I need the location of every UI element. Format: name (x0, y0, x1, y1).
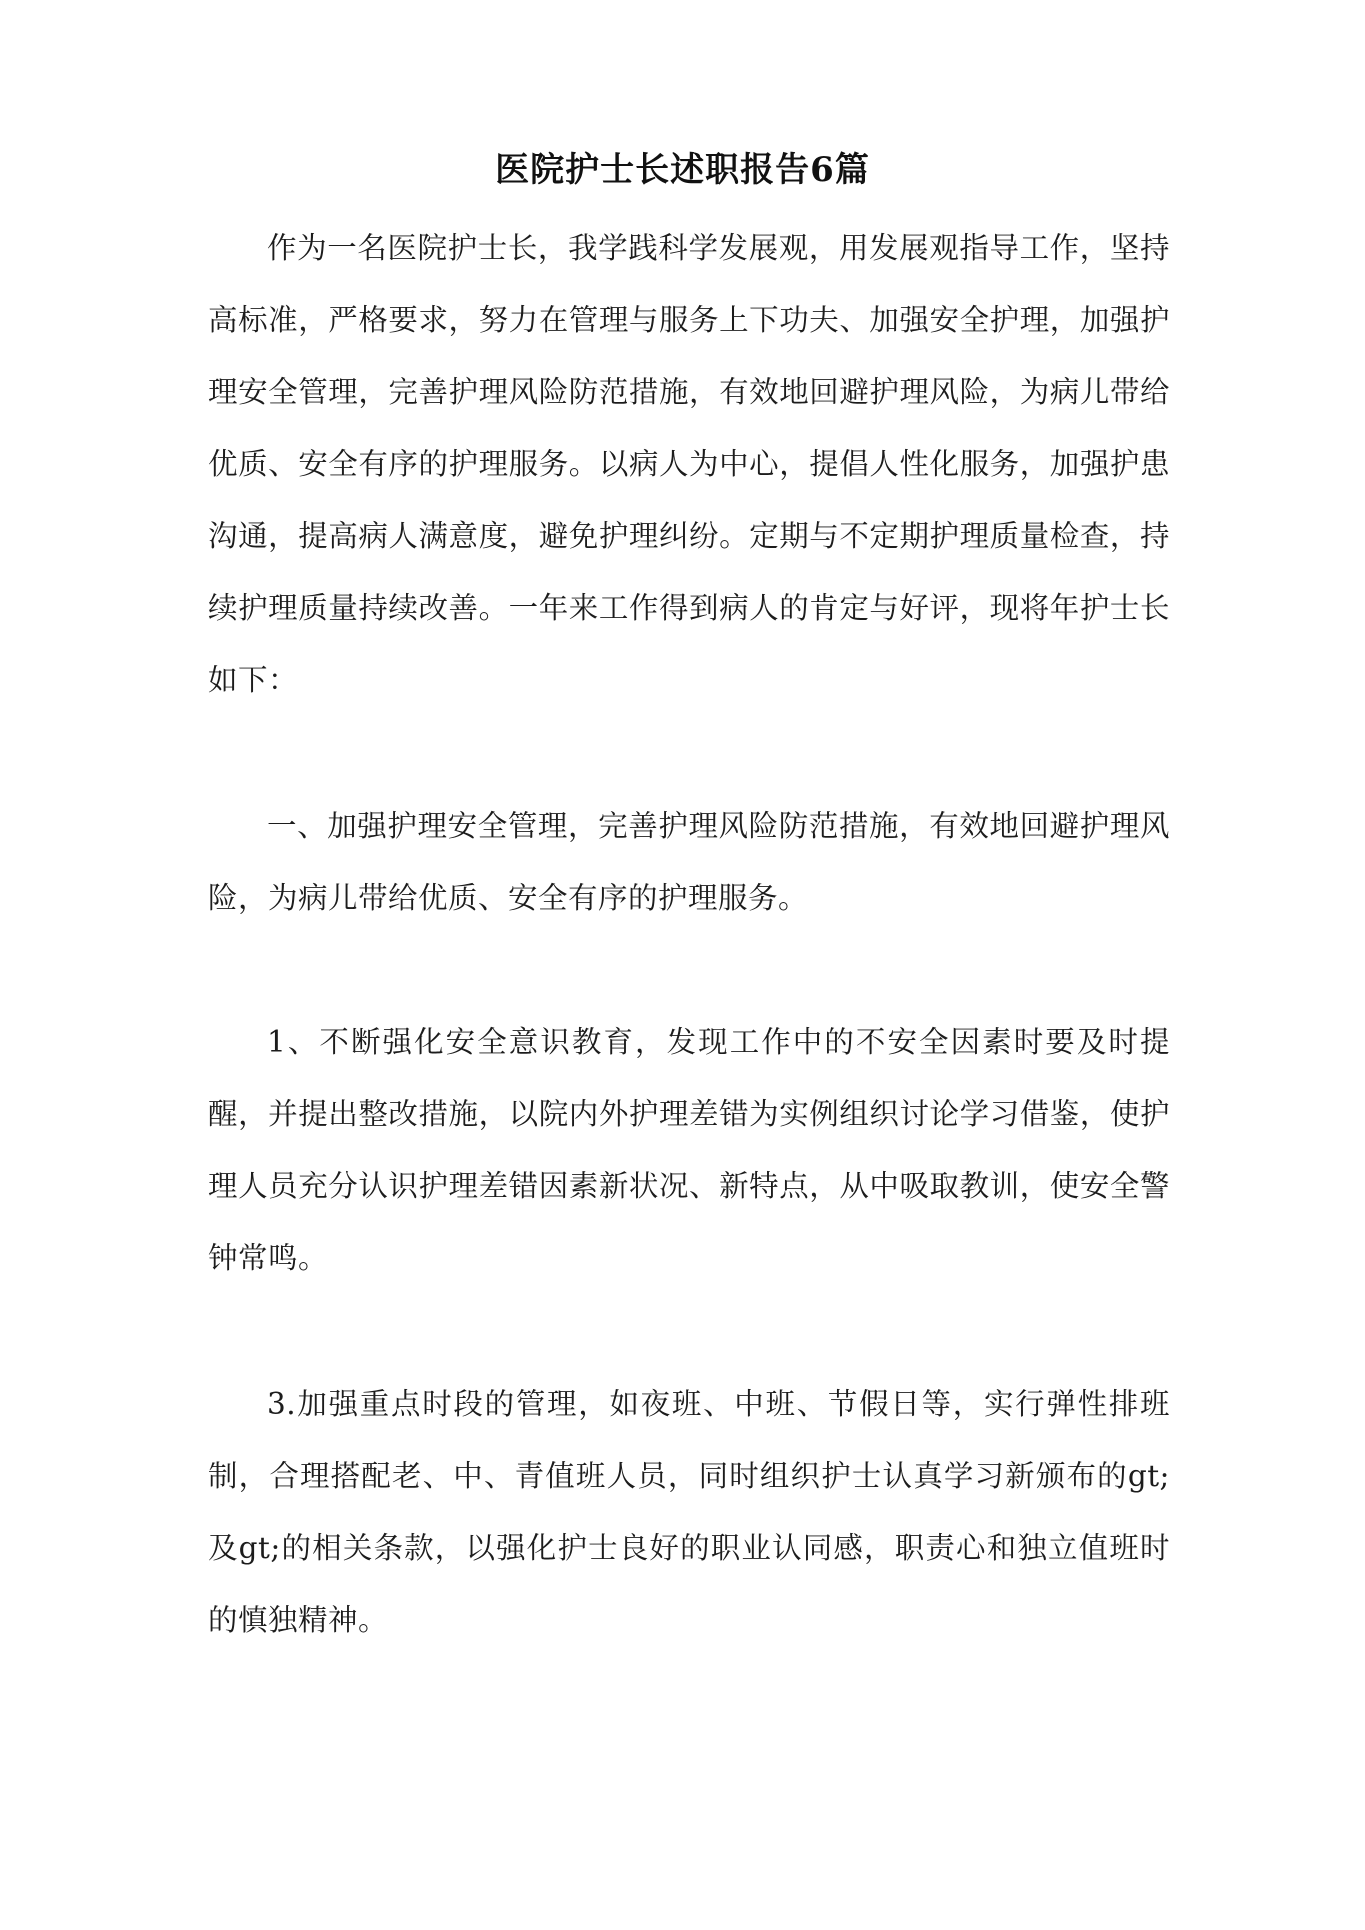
paragraph-item-1: 1、不断强化安全意识教育，发现工作中的不安全因素时要及时提醒，并提出整改措施，以院内外护理差错为实例组织讨论学习借鉴，使护理人员充分认识护理差错因素新状况、新特点，从中吸取教训，使安全警钟常鸣。 (208, 1025, 1170, 1275)
paragraph-intro: 作为一名医院护士长，我学践科学发展观，用发展观指导工作，坚持高标准，严格要求，努力在管理与服务上下功夫、加强安全护理，加强护理安全管理，完善护理风险防范措施，有效地回避护理风险，为病儿带给优质、安全有序的护理服务。以病人为中心，提倡人性化服务，加强护患沟通，提高病人满意度，避免护理纠纷。定期与不定期护理质量检查，持续护理质量持续改善。一年来工作得到病人的肯定与好评，现将年护士长如下： (208, 231, 1170, 697)
document-title: 医院护士长述职报告6篇 (495, 150, 870, 190)
paragraph-item-3: 3.加强重点时段的管理，如夜班、中班、节假日等，实行弹性排班制，合理搭配老、中、青值班人员，同时组织护士认真学习新颁布的gt;及gt;的相关条款，以强化护士良好的职业认同感，职责心和独立值班时的慎独精神。 (208, 1387, 1170, 1637)
paragraph-section-1: 一、加强护理安全管理，完善护理风险防范措施，有效地回避护理风险，为病儿带给优质、安全有序的护理服务。 (208, 809, 1170, 915)
